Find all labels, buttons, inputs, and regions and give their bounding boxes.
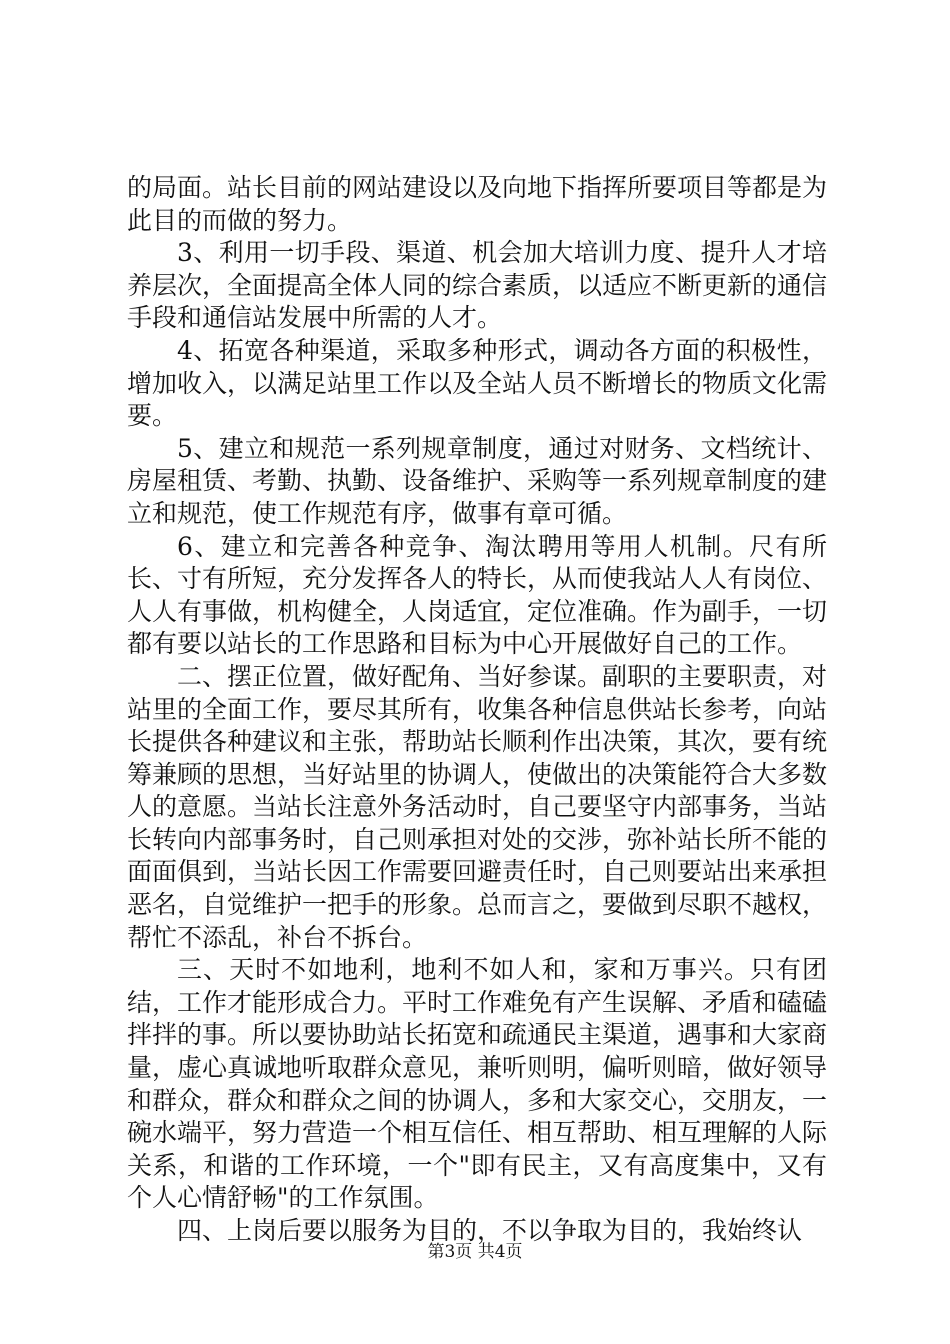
paragraph-item-3: 3、利用一切手段、渠道、机会加大培训力度、提升人才培养层次，全面提高全体人同的综合素质，以适应不断更新的通信手段和通信站发展中所需的人才。 (127, 238, 828, 333)
paragraph-continued-intro: 的局面。站长目前的网站建设以及向地下指挥所要项目等都是为此目的而做的努力。 (127, 173, 828, 235)
paragraph-section-3: 三、天时不如地利，地利不如人和，家和万事兴。只有团结，工作才能形成合力。平时工作难免有产生误解、矛盾和磕磕拌拌的事。所以要协助站长拓宽和疏通民主渠道，遇事和大家商量，虚心真诚地听取群众意见，兼听则明，偏听则暗，做好领导和群众，群众和群众之间的协调人，多和大家交心，交朋友，一碗水端平，努力营造一个相互信任、相互帮助、相互理解的人际关系，和谐的工作环境，一个"即有民主，又有高度集中，又有个人心情舒畅"的工作氛围。 (127, 955, 828, 1213)
page-number-label: 第3页 共4页 (427, 1242, 523, 1262)
paragraph-item-6: 6、建立和完善各种竞争、淘汰聘用等用人机制。尺有所长、寸有所短，充分发挥各人的特长，从而使我站人人有岗位、人人有事做，机构健全，人岗适宜，定位准确。作为副手，一切都有要以站长的工作思路和目标为中心开展做好自己的工作。 (127, 531, 828, 659)
paragraph-item-5: 5、建立和规范一系列规章制度，通过对财务、文档统计、房屋租赁、考勤、执勤、设备维护、采购等一系列规章制度的建立和规范，使工作规范有序，做事有章可循。 (127, 433, 828, 528)
document-body (127, 172, 827, 1248)
page-footer (0, 1241, 950, 1263)
paragraph-section-4: 四、上岗后要以服务为目的，不以争取为目的，我始终认 (177, 1216, 803, 1245)
paragraph-section-2: 二、摆正位置，做好配角、当好参谋。副职的主要职责，对站里的全面工作，要尽其所有，收集各种信息供站长参考，向站长提供各种建议和主张，帮助站长顺利作出决策，其次，要有统筹兼顾的思想，当好站里的协调人，使做出的决策能符合大多数人的意愿。当站长注意外务活动时，自己要坚守内部事务，当站长转向内部事务时，自己则承担对处的交涉，弥补站长所不能的面面俱到，当站长因工作需要回避责任时，自己则要站出来承担恶名，自觉维护一把手的形象。总而言之，要做到尽职不越权，帮忙不添乱，补台不拆台。 (127, 661, 828, 952)
paragraph-item-4: 4、拓宽各种渠道，采取多种形式，调动各方面的积极性，增加收入，以满足站里工作以及全站人员不断增长的物质文化需要。 (127, 335, 828, 431)
